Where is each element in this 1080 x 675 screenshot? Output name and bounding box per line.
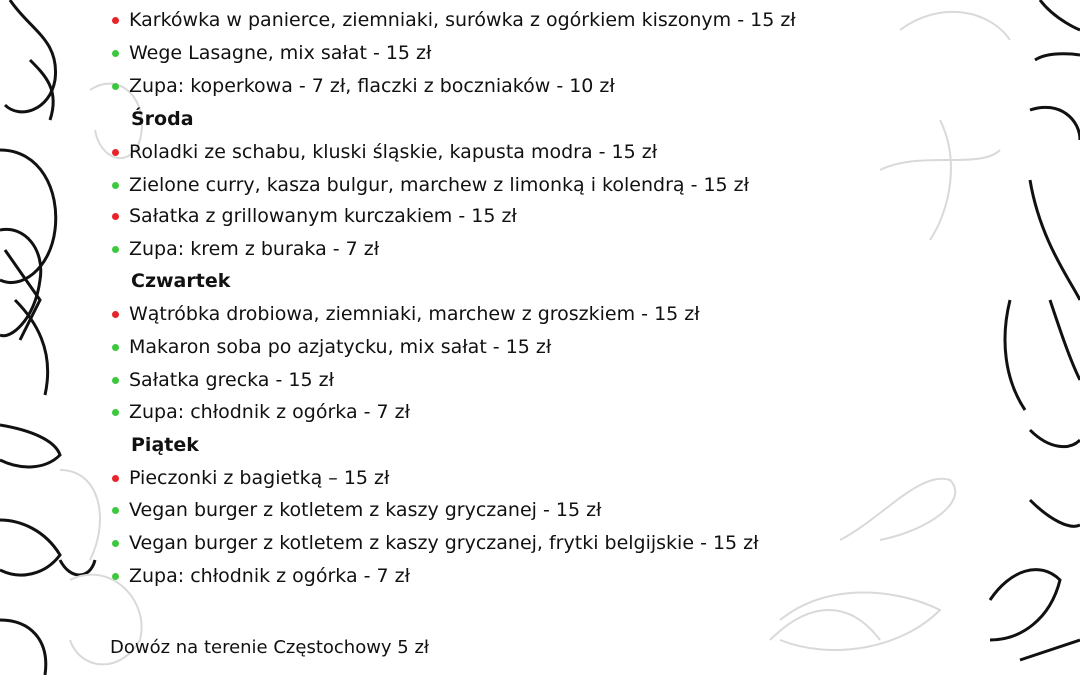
delivery-note: Dowóz na terenie Częstochowy 5 zł <box>110 637 430 658</box>
veg-dot-icon <box>112 344 119 351</box>
menu-item-text: Zupa: koperkowa - 7 zł, flaczki z boczniaków - 10 zł <box>129 75 615 97</box>
veg-dot-icon <box>112 50 119 57</box>
menu-item <box>112 495 601 525</box>
veg-dot-icon <box>112 182 119 189</box>
meat-dot-icon <box>112 311 119 318</box>
menu-item <box>112 38 431 68</box>
menu-item <box>112 561 410 591</box>
meat-dot-icon <box>112 213 119 220</box>
menu-item-text: Makaron soba po azjatycku, mix sałat - 15 zł <box>129 336 552 358</box>
meat-dot-icon <box>112 149 119 156</box>
day-heading-czwartek: Czwartek <box>131 270 231 292</box>
menu-item <box>112 365 334 395</box>
menu-item <box>112 234 379 264</box>
veg-dot-icon <box>112 377 119 384</box>
menu-item-text: Pieczonki z bagietką – 15 zł <box>129 467 390 489</box>
menu-item-text: Wege Lasagne, mix sałat - 15 zł <box>129 42 432 64</box>
day-heading-piatek: Piątek <box>131 434 199 456</box>
veg-dot-icon <box>112 507 119 514</box>
meat-dot-icon <box>112 17 119 24</box>
menu-item <box>112 201 517 231</box>
menu-item-text: Karkówka w panierce, ziemniaki, surówka z ogórkiem kiszonym - 15 zł <box>129 9 796 31</box>
menu-item <box>112 332 551 362</box>
menu-item <box>112 170 749 200</box>
menu-item <box>112 528 759 558</box>
menu-item-text: Sałatka z grillowanym kurczakiem - 15 zł <box>129 205 517 227</box>
menu-item-text: Roladki ze schabu, kluski śląskie, kapusta modra - 15 zł <box>129 141 658 163</box>
menu-item-text: Wątróbka drobiowa, ziemniaki, marchew z groszkiem - 15 zł <box>129 303 700 325</box>
menu-item-text: Sałatka grecka - 15 zł <box>129 369 334 391</box>
menu-item <box>112 397 410 427</box>
menu-item-text: Zupa: chłodnik z ogórka - 7 zł <box>129 401 411 423</box>
menu-item-text: Zupa: chłodnik z ogórka - 7 zł <box>129 565 411 587</box>
menu-item <box>112 5 796 35</box>
veg-dot-icon <box>112 540 119 547</box>
veg-dot-icon <box>112 246 119 253</box>
menu-item <box>112 463 389 493</box>
menu-item-text: Vegan burger z kotletem z kaszy gryczanej, frytki belgijskie - 15 zł <box>129 532 759 554</box>
menu-item <box>112 137 657 167</box>
day-heading-sroda: Środa <box>131 108 194 130</box>
menu-item <box>112 299 700 329</box>
menu-item-text: Zielone curry, kasza bulgur, marchew z limonką i kolendrą - 15 zł <box>129 174 750 196</box>
meat-dot-icon <box>112 475 119 482</box>
menu-item-text: Zupa: krem z buraka - 7 zł <box>129 238 380 260</box>
veg-dot-icon <box>112 83 119 90</box>
menu-item-text: Vegan burger z kotletem z kaszy gryczanej - 15 zł <box>129 499 602 521</box>
veg-dot-icon <box>112 573 119 580</box>
menu-item <box>112 71 615 101</box>
veg-dot-icon <box>112 409 119 416</box>
